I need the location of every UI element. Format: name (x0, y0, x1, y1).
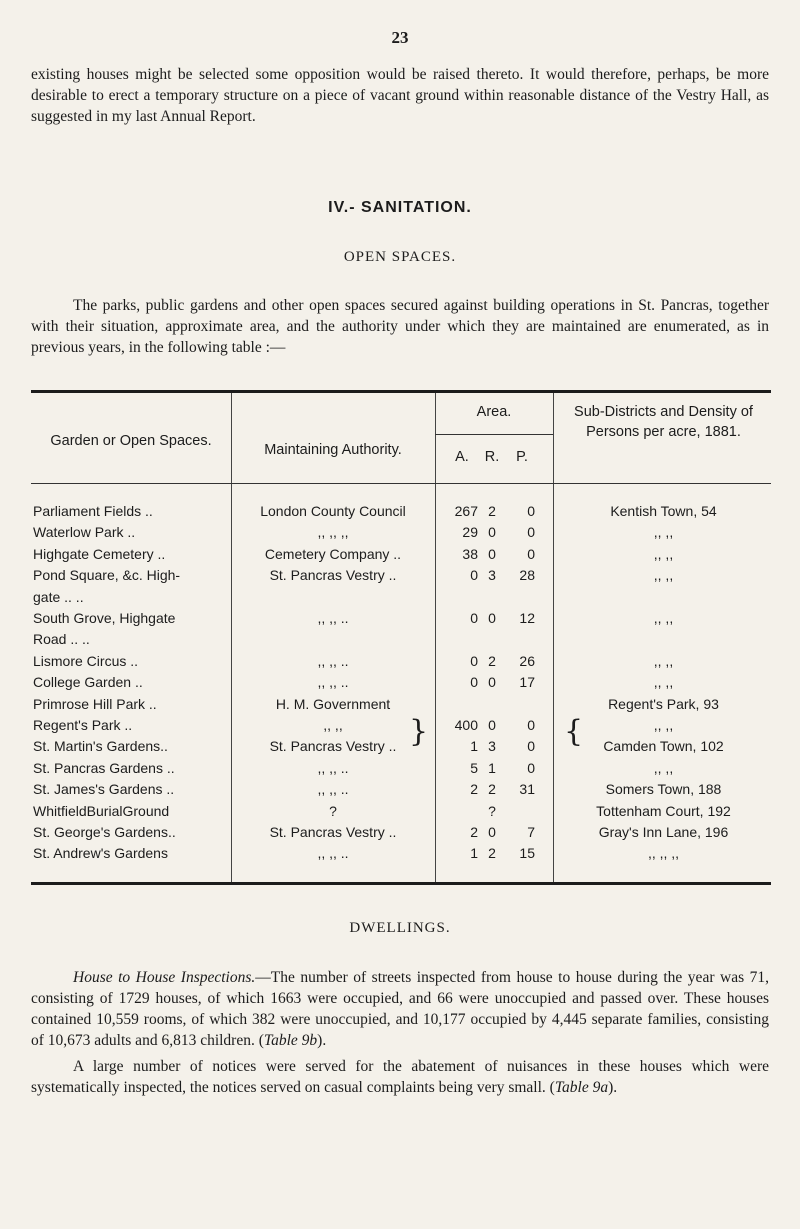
cell-a: 5 (470, 759, 478, 776)
nuisances-paragraph (31, 1056, 769, 1098)
area-header-rule (435, 434, 553, 435)
header-authority: Maintaining Authority. (264, 442, 402, 458)
cell-garden: Lismore Circus .. (33, 652, 139, 669)
brace-subdistrict: { (564, 714, 584, 749)
cell-r: 0 (488, 674, 496, 691)
cell-sub: ,, ,, (653, 717, 674, 733)
cell-r: 3 (488, 567, 496, 584)
section-heading: IV.- SANITATION. (328, 199, 472, 216)
cell-p: 0 (527, 717, 535, 733)
cell-garden: Highgate Cemetery .. (33, 545, 166, 562)
cell-authority: ,, ,, ,, (317, 524, 349, 541)
cell-authority: ,, ,, .. (317, 759, 349, 776)
cell-garden: St. Pancras Gardens .. (33, 759, 175, 776)
cell-p: 0 (527, 738, 535, 755)
cell-r: 2 (488, 652, 496, 669)
cell-authority: Cemetery Company .. (264, 545, 402, 562)
cell-garden: Primrose Hill Park .. (33, 695, 157, 712)
cell-garden: St. Andrew's Gardens (33, 845, 168, 862)
cell-authority: ,, ,, .. (317, 674, 349, 691)
cell-authority: St. Pancras Vestry .. (269, 567, 397, 584)
table-reference: Table 9a (554, 1079, 609, 1096)
cell-garden: St. Martin's Gardens.. (33, 738, 168, 755)
cell-sub: ,, ,, (653, 674, 674, 691)
dwellings-heading: DWELLINGS. (349, 920, 451, 936)
header-garden: Garden or Open Spaces. (50, 433, 212, 449)
table-row (31, 822, 771, 842)
cell-sub: ,, ,, (653, 652, 674, 669)
cell-a: 2 (470, 824, 478, 840)
cell-p: 26 (519, 652, 535, 669)
cell-p: 0 (527, 524, 535, 541)
cell-p: 12 (519, 610, 535, 626)
open-spaces-paragraph: The parks, public gardens and other open spaces secured against building operations in St. Pancras, together with their situation, approximate area, and the authority under which they are maintained are enumerated, as in previous years, in the following table :— (31, 297, 769, 356)
cell-r: 2 (488, 503, 496, 519)
cell-a: 0 (470, 652, 478, 669)
cell-r: 2 (488, 845, 496, 862)
cell-sub: Regent's Park, 93 (608, 695, 719, 712)
cell-a: 1 (470, 738, 478, 755)
house-inspections-label: House to House Inspections. (73, 969, 256, 986)
cell-r: 2 (488, 781, 496, 798)
cell-sub: ,, ,, (653, 567, 674, 584)
cell-a: 2 (470, 781, 478, 798)
paren-close: ). (317, 1032, 327, 1049)
cell-garden: Road .. .. (33, 631, 90, 648)
cell-garden: Waterlow Park .. (33, 524, 136, 541)
table-row (31, 587, 771, 607)
cell-authority: H. M. Government (275, 695, 391, 712)
paren-close: ). (608, 1079, 618, 1096)
table-row (31, 779, 771, 799)
header-bottom-rule (31, 483, 771, 484)
nuisances-text: A large number of notices were served for the abatement of nuisances in these houses which were systematically inspected, the notices served on casual complaints being very small. ( (31, 1058, 769, 1096)
cell-a: 0 (470, 567, 478, 584)
cell-sub: Tottenham Court, 192 (596, 802, 731, 819)
table-row (31, 736, 771, 756)
table-row (31, 843, 771, 863)
table-row (31, 501, 771, 521)
cell-garden: St. James's Gardens .. (33, 781, 175, 798)
header-area: Area. (476, 404, 512, 420)
cell-garden: gate .. .. (33, 588, 84, 605)
cell-sub: ,, ,, (653, 545, 674, 562)
cell-authority: ,, ,, .. (317, 652, 349, 669)
open-spaces-heading: OPEN SPACES. (343, 249, 457, 265)
cell-p: 7 (527, 824, 535, 840)
cell-authority: ,, ,, (323, 717, 343, 733)
cell-garden: College Garden .. (33, 674, 143, 691)
open-spaces-table (31, 390, 771, 890)
cell-a: 0 (470, 610, 478, 626)
cell-sub: ,, ,, ,, (647, 845, 680, 862)
cell-sub: ,, ,, (653, 610, 674, 626)
cell-p: 0 (527, 503, 535, 519)
cell-sub: ,, ,, (653, 524, 674, 541)
intro-paragraph: existing houses might be selected some opposition would be raised thereto. It would therefore, perhaps, be more desirable to erect a temporary structure on a piece of vacant ground within reasonable distance of the Vestry Hall, as suggested in my last Annual Report. (31, 66, 769, 125)
cell-p: 0 (527, 759, 535, 776)
table-row (31, 565, 771, 585)
cell-r: 0 (488, 610, 496, 626)
header-roods: R. (484, 449, 500, 465)
cell-sub: Kentish Town, 54 (610, 503, 717, 519)
cell-a: 267 (454, 503, 478, 519)
table-row (31, 758, 771, 778)
cell-authority: ,, ,, .. (317, 845, 349, 862)
table-row (31, 715, 771, 735)
cell-authority: ,, ,, .. (317, 781, 349, 798)
cell-sub: Gray's Inn Lane, 196 (598, 824, 729, 840)
cell-r: 3 (488, 738, 496, 755)
table-row (31, 694, 771, 714)
cell-p: 15 (519, 845, 535, 862)
cell-a: 1 (470, 845, 478, 862)
cell-garden: Pond Square, &c. High- (33, 567, 181, 584)
cell-p: 17 (519, 674, 535, 691)
cell-p: 31 (519, 781, 535, 798)
cell-sub: Somers Town, 188 (605, 781, 722, 798)
cell-a: 400 (454, 717, 478, 733)
house-inspections-paragraph (31, 967, 769, 1051)
table-reference: Table 9b (263, 1032, 318, 1049)
header-subdistricts: Sub-Districts and Density of Persons per acre, 1881. (574, 404, 753, 440)
cell-authority: ,, ,, .. (317, 610, 349, 626)
cell-r: ? (488, 802, 496, 819)
table-row (31, 608, 771, 628)
table-row (31, 651, 771, 671)
cell-garden: Parliament Fields .. (33, 503, 153, 519)
table-row (31, 672, 771, 692)
cell-r: 1 (488, 759, 496, 776)
cell-garden: St. George's Gardens.. (33, 824, 176, 840)
cell-authority: London County Council (260, 503, 406, 519)
table-row (31, 544, 771, 564)
cell-p: 0 (527, 545, 535, 562)
cell-authority: St. Pancras Vestry .. (269, 824, 397, 840)
cell-r: 0 (488, 524, 496, 541)
cell-sub: ,, ,, (653, 759, 674, 776)
cell-authority: St. Pancras Vestry .. (269, 738, 397, 755)
table-row (31, 801, 771, 821)
cell-a: 0 (470, 674, 478, 691)
cell-r: 0 (488, 717, 496, 733)
page-number: 23 (391, 28, 409, 47)
cell-r: 0 (488, 545, 496, 562)
cell-p: 28 (519, 567, 535, 584)
cell-r: 0 (488, 824, 496, 840)
cell-a: 38 (462, 545, 478, 562)
table-row (31, 629, 771, 649)
table-top-rule (31, 390, 771, 393)
cell-a: 29 (462, 524, 478, 541)
table-row (31, 522, 771, 542)
cell-garden: WhitfieldBurialGround (33, 802, 170, 819)
house-inspections-text: —The number of streets inspected from house to house during the year was 71, consisting of 1729 houses, of which 1663 were occupied, and 66 were unoccupied and passed over. These houses contained 10,559 rooms, of which 382 were unoccupied, and 10,177 occupied by 4,445 separate families, consisting of 10,673 adults and 6,813 children. ( (31, 969, 769, 1049)
cell-authority: ? (329, 802, 337, 819)
header-acres: A. (455, 449, 469, 465)
cell-sub: Camden Town, 102 (603, 738, 724, 755)
cell-garden: South Grove, Highgate (33, 610, 176, 626)
header-perches: P. (516, 449, 528, 465)
brace-authority: } (409, 714, 429, 749)
cell-garden: Regent's Park .. (33, 717, 133, 733)
table-bottom-rule (31, 882, 771, 885)
